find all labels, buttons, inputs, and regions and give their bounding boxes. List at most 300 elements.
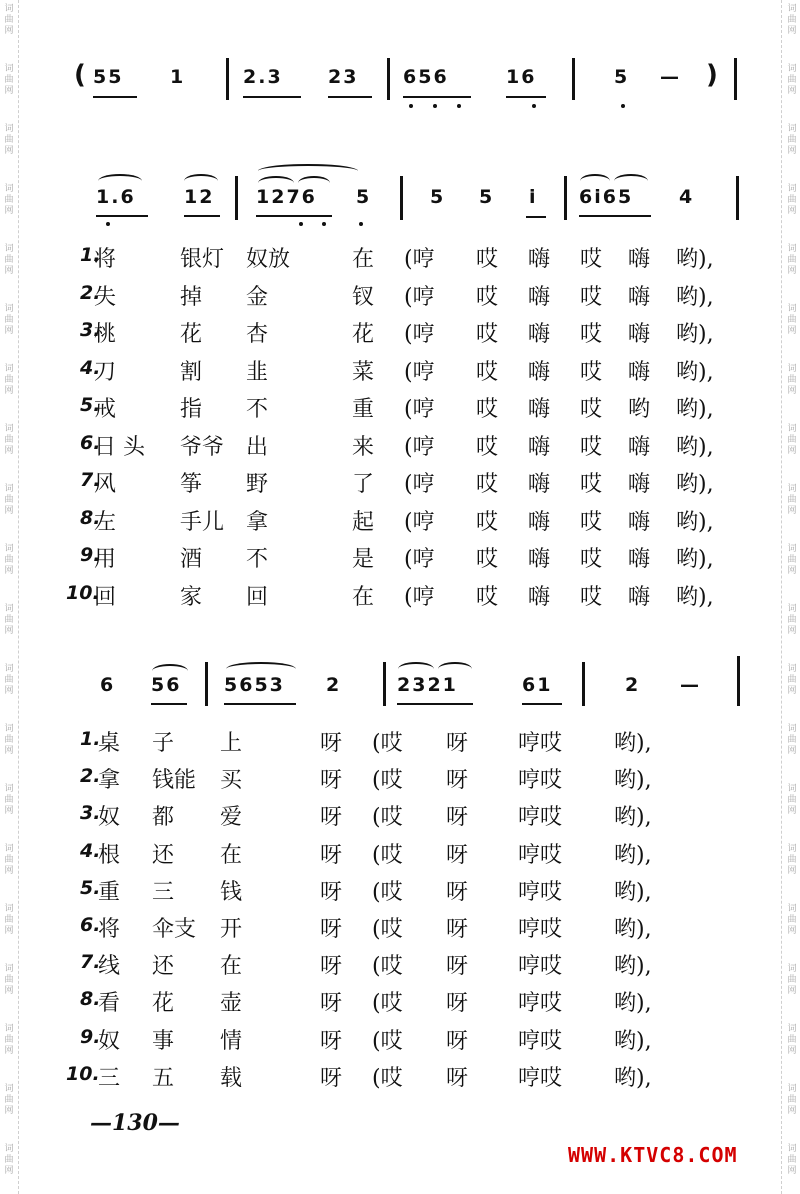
right-watermark-strip <box>781 0 800 1194</box>
underline <box>526 216 546 218</box>
verse-number: 5. <box>80 394 101 416</box>
section2-note-group: 61 <box>522 674 553 696</box>
side-watermark-text: 词曲网 <box>4 4 14 36</box>
verse-number: 3. <box>80 802 101 825</box>
refrain-syllable: 哟), <box>676 359 714 385</box>
refrain-syllable: (哼 <box>404 322 435 347</box>
lyric-word: 拿 <box>98 768 121 794</box>
lyric-word: 戒 <box>94 397 117 422</box>
refrain-syllable: 哎 <box>580 397 603 422</box>
lyric-word: 还 <box>152 954 175 980</box>
lyric-word: 奴放 <box>246 247 291 272</box>
section1-note-group: 5 <box>479 186 495 208</box>
slur <box>184 174 218 188</box>
verse-number: 9. <box>80 1025 101 1048</box>
refrain-syllable: 嗨 <box>628 247 651 272</box>
underline <box>224 703 296 705</box>
side-watermark-text: 词曲网 <box>4 1024 14 1056</box>
refrain-syllable: 哟), <box>676 472 714 497</box>
side-watermark-text: 词曲网 <box>4 604 14 636</box>
side-watermark-text: 词曲网 <box>4 664 14 696</box>
section2-note-group: 6 <box>100 674 116 696</box>
side-watermark-text: 词曲网 <box>787 844 797 876</box>
lyric-word: 筝 <box>180 472 203 497</box>
refrain-syllable: 嗨 <box>528 472 551 497</box>
lyric-word: 爱 <box>220 805 243 831</box>
lyric-word: 呀 <box>320 805 343 831</box>
lyric-word: 拿 <box>246 509 269 535</box>
lyric-word: 野 <box>246 472 269 497</box>
lyric-word: 指 <box>180 397 203 422</box>
side-watermark-text: 词曲网 <box>4 304 14 336</box>
refrain-syllable: 嗨 <box>628 509 651 535</box>
refrain-syllable: 哟), <box>614 917 652 942</box>
section1-note-group: 4 <box>679 186 695 208</box>
refrain-syllable: (哼 <box>404 547 435 572</box>
lyric-word: 钗 <box>352 284 375 310</box>
side-watermark-text: 词曲网 <box>787 4 797 36</box>
intro-note-group: 16 <box>506 66 537 88</box>
section2-note-group: 2 <box>625 674 641 696</box>
underline <box>579 215 651 217</box>
side-watermark-text: 词曲网 <box>4 364 14 396</box>
verse-number: 1. <box>80 244 101 266</box>
lyric-word: 线 <box>98 954 121 980</box>
refrain-syllable: 嗨 <box>628 472 651 497</box>
refrain-syllable: 哎 <box>580 509 603 535</box>
verse-number: 8. <box>80 506 101 529</box>
refrain-syllable: 哟 <box>628 397 651 422</box>
side-watermark-text: 词曲网 <box>787 364 797 396</box>
verse-number: 4. <box>80 839 101 862</box>
refrain-syllable: 哎 <box>476 547 499 572</box>
lyric-word: 掉 <box>180 284 203 310</box>
refrain-syllable: (哼 <box>404 284 435 310</box>
lyric-word: 三 <box>152 879 175 905</box>
refrain-syllable: (哼 <box>404 472 435 497</box>
lower-octave-dot <box>106 222 110 226</box>
refrain-syllable: 哎 <box>476 284 499 310</box>
lyric-word: 将 <box>98 917 121 942</box>
lyric-word: 刀 <box>94 359 117 385</box>
lyric-word: 三 <box>98 1065 121 1091</box>
lyric-word: 在 <box>352 584 375 610</box>
refrain-syllable: 哎 <box>476 359 499 385</box>
refrain-syllable: 哼哎 <box>518 842 563 868</box>
refrain-syllable: 呀 <box>446 805 469 831</box>
lyric-word: 花 <box>152 991 175 1017</box>
lyric-word: 出 <box>246 434 269 460</box>
intro-staff <box>0 60 800 96</box>
lyric-word: 韭 <box>246 359 269 385</box>
intro-note-group: 2.3 <box>243 66 283 88</box>
refrain-syllable: 哟), <box>676 284 714 310</box>
refrain-syllable: (哎 <box>372 768 403 794</box>
refrain-syllable: (哼 <box>404 584 435 610</box>
side-watermark-text: 词曲网 <box>787 544 797 576</box>
lower-octave-dot <box>299 222 303 226</box>
refrain-syllable: 哟), <box>614 991 652 1017</box>
refrain-syllable: 哎 <box>580 284 603 310</box>
refrain-syllable: 嗨 <box>528 284 551 310</box>
refrain-syllable: (哎 <box>372 805 403 831</box>
lyric-word: 开 <box>220 917 243 942</box>
refrain-syllable: 嗨 <box>628 584 651 610</box>
refrain-syllable: 呀 <box>446 879 469 905</box>
slur <box>614 174 648 188</box>
refrain-syllable: (哎 <box>372 954 403 980</box>
slur <box>98 174 142 188</box>
slur <box>398 662 434 676</box>
refrain-syllable: (哎 <box>372 991 403 1017</box>
intro-note-group: 5 <box>614 66 630 88</box>
lyric-word: 金 <box>246 284 269 310</box>
refrain-syllable: 嗨 <box>528 359 551 385</box>
lyric-word: 买 <box>220 768 243 794</box>
side-watermark-text: 词曲网 <box>787 964 797 996</box>
refrain-syllable: 哟), <box>676 397 714 422</box>
refrain-syllable: 哟), <box>614 805 652 831</box>
page-number: —130— <box>90 1110 180 1136</box>
section2-note-group: 2321 <box>397 674 458 696</box>
lyric-word: 酒 <box>180 547 203 572</box>
refrain-syllable: 哟), <box>614 731 652 756</box>
lyric-word: 钱能 <box>152 768 197 794</box>
side-watermark-text: 词曲网 <box>4 1084 14 1116</box>
side-watermark-text: 词曲网 <box>4 184 14 216</box>
lyric-word: 还 <box>152 842 175 868</box>
refrain-syllable: 嗨 <box>528 509 551 535</box>
intro-open-paren: ( <box>74 60 86 90</box>
refrain-syllable: 哎 <box>580 547 603 572</box>
refrain-syllable: 哟), <box>676 434 714 460</box>
lyric-word: 呀 <box>320 991 343 1017</box>
refrain-syllable: (哼 <box>404 247 435 272</box>
lyric-word: 手儿 <box>180 509 225 535</box>
refrain-syllable: (哎 <box>372 879 403 905</box>
side-watermark-text: 词曲网 <box>787 904 797 936</box>
refrain-syllable: 哟), <box>614 842 652 868</box>
underline <box>256 215 332 217</box>
lyric-word: 割 <box>180 359 203 385</box>
barline <box>235 176 238 220</box>
lyric-word: 日 头 <box>94 434 145 460</box>
section2-note-group: 56 <box>151 674 182 696</box>
lower-octave-dot <box>433 104 437 108</box>
lyric-word: 桃 <box>94 322 117 347</box>
verse-number: 7. <box>80 469 101 491</box>
underline <box>96 215 148 217</box>
lyric-word: 呀 <box>320 731 343 756</box>
side-watermark-text: 词曲网 <box>787 64 797 96</box>
refrain-syllable: 哎 <box>476 247 499 272</box>
intro-note-group: — <box>660 66 681 88</box>
lyric-word: 呀 <box>320 917 343 942</box>
lyric-word: 呀 <box>320 1065 343 1091</box>
section1-note-group: 6i65 <box>579 186 634 208</box>
lower-octave-dot <box>621 104 625 108</box>
lyric-word: 来 <box>352 434 375 460</box>
refrain-syllable: 哎 <box>580 584 603 610</box>
underline <box>243 96 301 98</box>
lyric-word: 情 <box>220 1028 243 1054</box>
side-watermark-text: 词曲网 <box>787 184 797 216</box>
verse-number: 8. <box>80 988 101 1011</box>
side-watermark-text: 词曲网 <box>787 784 797 816</box>
refrain-syllable: 哟), <box>676 509 714 535</box>
lyric-word: 不 <box>246 397 269 422</box>
barline <box>564 176 567 220</box>
barline <box>737 656 740 706</box>
lyric-word: 根 <box>98 842 121 868</box>
underline <box>184 215 220 217</box>
side-watermark-text: 词曲网 <box>787 424 797 456</box>
lyric-word: 子 <box>152 731 175 756</box>
refrain-syllable: (哎 <box>372 917 403 942</box>
refrain-syllable: 嗨 <box>528 247 551 272</box>
refrain-syllable: 哎 <box>476 434 499 460</box>
lyric-word: 载 <box>220 1065 243 1091</box>
verse-number: 3. <box>80 319 101 341</box>
side-watermark-text: 词曲网 <box>4 484 14 516</box>
verse-number: 5. <box>80 876 101 899</box>
verse-number: 6. <box>80 431 101 454</box>
refrain-syllable: 呀 <box>446 731 469 756</box>
lower-octave-dot <box>532 104 536 108</box>
refrain-syllable: 哼哎 <box>518 768 563 794</box>
lyric-word: 杏 <box>246 322 269 347</box>
barline <box>736 176 739 220</box>
lyric-word: 花 <box>180 322 203 347</box>
slur <box>580 174 610 188</box>
refrain-syllable: (哎 <box>372 731 403 756</box>
refrain-syllable: 嗨 <box>528 434 551 460</box>
side-watermark-text: 词曲网 <box>787 304 797 336</box>
slur <box>152 664 188 678</box>
refrain-syllable: 哼哎 <box>518 1065 563 1091</box>
lyric-word: 回 <box>246 584 269 610</box>
side-watermark-text: 词曲网 <box>787 1144 797 1176</box>
refrain-syllable: 哎 <box>580 322 603 347</box>
refrain-syllable: 呀 <box>446 1065 469 1091</box>
barline <box>734 58 737 100</box>
refrain-syllable: 嗨 <box>528 584 551 610</box>
lyric-word: 钱 <box>220 879 243 905</box>
underline <box>93 96 137 98</box>
side-watermark-text: 词曲网 <box>787 124 797 156</box>
intro-note-group: 55 <box>93 66 124 88</box>
section1-note-group: 1.6 <box>96 186 136 208</box>
side-watermark-text: 词曲网 <box>787 1084 797 1116</box>
lyric-word: 五 <box>152 1065 175 1091</box>
refrain-syllable: 哎 <box>476 584 499 610</box>
lower-octave-dot <box>457 104 461 108</box>
refrain-syllable: (哼 <box>404 397 435 422</box>
lyric-word: 事 <box>152 1028 175 1054</box>
side-watermark-text: 词曲网 <box>4 544 14 576</box>
verse-number: 7. <box>80 951 101 974</box>
refrain-syllable: 哎 <box>580 359 603 385</box>
refrain-syllable: 哼哎 <box>518 991 563 1017</box>
left-watermark-strip <box>0 0 19 1194</box>
section1-note-group: 1276 <box>256 186 317 208</box>
barline <box>572 58 575 100</box>
refrain-syllable: 哼哎 <box>518 805 563 831</box>
side-watermark-text: 词曲网 <box>787 1024 797 1056</box>
side-watermark-text: 词曲网 <box>4 964 14 996</box>
barline <box>582 662 585 706</box>
intro-note-group: 1 <box>170 66 186 88</box>
underline <box>328 96 372 98</box>
verse-number: 10. <box>66 1062 100 1085</box>
section1-note-group: i <box>529 186 538 208</box>
underline <box>403 96 471 98</box>
lower-octave-dot <box>359 222 363 226</box>
verse-number: 10. <box>66 581 100 604</box>
intro-close-paren: ) <box>706 60 718 90</box>
side-watermark-text: 词曲网 <box>787 664 797 696</box>
lyric-word: 看 <box>98 991 121 1017</box>
lyric-word: 呀 <box>320 768 343 794</box>
lyric-word: 回 <box>94 584 117 610</box>
lyric-word: 菜 <box>352 359 375 385</box>
refrain-syllable: 呀 <box>446 768 469 794</box>
refrain-syllable: (哼 <box>404 359 435 385</box>
side-watermark-text: 词曲网 <box>4 724 14 756</box>
slur <box>226 662 296 676</box>
refrain-syllable: 嗨 <box>528 547 551 572</box>
side-watermark-text: 词曲网 <box>787 724 797 756</box>
refrain-syllable: 哟), <box>676 584 714 610</box>
refrain-syllable: 哎 <box>476 397 499 422</box>
refrain-syllable: 嗨 <box>628 284 651 310</box>
lyric-word: 都 <box>152 805 175 831</box>
lyric-word: 壶 <box>220 991 243 1017</box>
refrain-syllable: 哟), <box>614 768 652 794</box>
refrain-syllable: 哟), <box>614 1028 652 1054</box>
refrain-syllable: 嗨 <box>628 434 651 460</box>
refrain-syllable: 哎 <box>476 509 499 535</box>
lyric-word: 用 <box>94 547 117 572</box>
refrain-syllable: 哟), <box>676 322 714 347</box>
lyric-word: 奴 <box>98 805 121 831</box>
lyric-word: 不 <box>246 547 269 572</box>
lyric-word: 桌 <box>98 731 121 756</box>
underline <box>151 703 187 705</box>
refrain-syllable: 哟), <box>614 1065 652 1091</box>
refrain-syllable: (哼 <box>404 434 435 460</box>
lyric-word: 呀 <box>320 954 343 980</box>
lyric-word: 将 <box>94 247 117 272</box>
refrain-syllable: 哎 <box>580 247 603 272</box>
side-watermark-text: 词曲网 <box>4 784 14 816</box>
barline <box>205 662 208 706</box>
refrain-syllable: 哼哎 <box>518 917 563 942</box>
lyric-word: 在 <box>352 247 375 272</box>
slur <box>298 176 330 190</box>
refrain-syllable: 哎 <box>476 322 499 347</box>
refrain-syllable: 嗨 <box>528 397 551 422</box>
refrain-syllable: 嗨 <box>628 359 651 385</box>
lyric-word: 呀 <box>320 842 343 868</box>
side-watermark-text: 词曲网 <box>4 424 14 456</box>
refrain-syllable: 哎 <box>476 472 499 497</box>
lyric-word: 花 <box>352 322 375 347</box>
refrain-syllable: 哎 <box>580 434 603 460</box>
underline <box>522 703 562 705</box>
refrain-syllable: (哎 <box>372 1065 403 1091</box>
lyric-word: 风 <box>94 472 117 497</box>
refrain-syllable: (哼 <box>404 509 435 535</box>
side-watermark-text: 词曲网 <box>787 604 797 636</box>
refrain-syllable: 哟), <box>676 247 714 272</box>
section1-note-group: 5 <box>356 186 372 208</box>
lyric-word: 在 <box>220 954 243 980</box>
lyric-word: 左 <box>94 509 117 535</box>
lyric-word: 上 <box>220 731 243 756</box>
side-watermark-text: 词曲网 <box>4 904 14 936</box>
refrain-syllable: 嗨 <box>628 547 651 572</box>
lyric-word: 起 <box>352 509 375 535</box>
lyric-word: 爷爷 <box>180 434 225 460</box>
refrain-syllable: 嗨 <box>528 322 551 347</box>
intro-note-group: 23 <box>328 66 359 88</box>
barline <box>387 58 390 100</box>
lower-octave-dot <box>322 222 326 226</box>
refrain-syllable: 嗨 <box>628 322 651 347</box>
section2-note-group: — <box>680 674 701 696</box>
slur <box>258 176 294 190</box>
section2-note-group: 2 <box>326 674 342 696</box>
refrain-syllable: 呀 <box>446 842 469 868</box>
refrain-syllable: 哼哎 <box>518 1028 563 1054</box>
side-watermark-text: 词曲网 <box>4 124 14 156</box>
lyric-word: 了 <box>352 472 375 497</box>
refrain-syllable: 哼哎 <box>518 879 563 905</box>
barline <box>383 662 386 706</box>
verse-number: 2. <box>80 281 101 304</box>
section1-note-group: 5 <box>430 186 446 208</box>
verse-number: 1. <box>80 728 101 750</box>
refrain-syllable: 哼哎 <box>518 954 563 980</box>
refrain-syllable: 哼哎 <box>518 731 563 756</box>
side-watermark-text: 词曲网 <box>4 1144 14 1176</box>
lyric-word: 失 <box>94 284 117 310</box>
refrain-syllable: 呀 <box>446 954 469 980</box>
lyric-word: 呀 <box>320 879 343 905</box>
intro-note-group: 656 <box>403 66 449 88</box>
website-watermark: WWW.KTVC8.COM <box>568 1143 738 1167</box>
lower-octave-dot <box>409 104 413 108</box>
underline <box>506 96 546 98</box>
side-watermark-text: 词曲网 <box>4 64 14 96</box>
lyric-word: 重 <box>98 879 121 905</box>
verse-number: 6. <box>80 914 101 936</box>
side-watermark-text: 词曲网 <box>787 484 797 516</box>
lyric-word: 重 <box>352 397 375 422</box>
refrain-syllable: 哟), <box>614 954 652 980</box>
lyric-word: 在 <box>220 842 243 868</box>
refrain-syllable: 哟), <box>614 879 652 905</box>
barline <box>400 176 403 220</box>
side-watermark-text: 词曲网 <box>4 244 14 276</box>
side-watermark-text: 词曲网 <box>787 244 797 276</box>
section2-staff <box>0 674 800 704</box>
side-watermark-text: 词曲网 <box>4 844 14 876</box>
section1-note-group: 12 <box>184 186 215 208</box>
refrain-syllable: 呀 <box>446 917 469 942</box>
lyric-word: 伞支 <box>152 917 197 942</box>
